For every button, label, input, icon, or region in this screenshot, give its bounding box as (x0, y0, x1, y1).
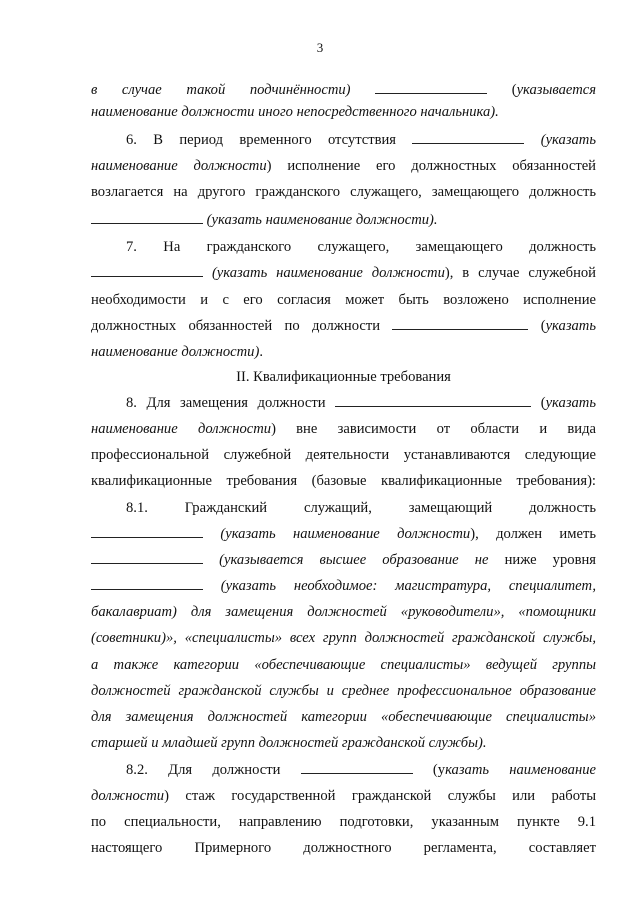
text-line-24: должностей гражданской службы и среднее профессиональное образование (91, 683, 596, 699)
text-line-4: наименование должности) исполнение его должностных обязанностей (91, 158, 596, 174)
blank-field (91, 210, 203, 224)
blank-field (91, 524, 203, 538)
text-line-18: (указать наименование должности), должен иметь (91, 523, 596, 545)
text-line-30: настоящего Примерного должностного регламента, составляет (91, 840, 596, 856)
text-line-7: 7. На гражданского служащего, замещающего должность (126, 239, 596, 255)
text-line-12: II. Квалификационные требования (236, 369, 451, 385)
text-line-5: возлагается на другого гражданского служащего, замещающего должность (91, 184, 596, 200)
text-line-29: по специальности, направлению подготовки, указанным пункте 9.1 (91, 814, 596, 830)
text-line-26: старшей и младшей групп должностей гражданской службы). (91, 735, 487, 751)
text-line-11: наименование должности). (91, 344, 263, 360)
text-line-17: 8.1. Гражданский служащий, замещающий должность (126, 500, 596, 516)
text-line-15: профессиональной служебной деятельности устанавливаются следующие (91, 447, 596, 463)
blank-field (412, 130, 524, 144)
text-line-8: (указать наименование должности), в случае служебной (91, 262, 596, 284)
text-line-14: наименование должности) вне зависимости от области и вида (91, 421, 596, 437)
text-line-6: (указать наименование должности). (91, 209, 596, 231)
blank-field (392, 316, 528, 330)
page-number: 3 (316, 40, 324, 55)
text-line-10: должностных обязанностей по должности (указать (91, 318, 596, 334)
text-line-13: 8. Для замещения должности (указать (126, 395, 596, 411)
text-line-21: бакалавриат) для замещения должностей «руководители», «помощники (91, 604, 596, 620)
blank-field (301, 760, 413, 774)
text-line-23: а также категории «обеспечивающие специалисты» ведущей группы (91, 657, 596, 673)
blank-field (375, 80, 487, 94)
text-line-1: в случае такой подчинённости) (указывается (91, 82, 596, 98)
text-line-27: 8.2. Для должности (указать наименование (126, 762, 596, 778)
blank-field (91, 550, 203, 564)
text-line-3: 6. В период временного отсутствия (указать (126, 132, 596, 148)
text-line-19: (указывается высшее образование не ниже уровня (91, 549, 596, 571)
text-line-28: должности) стаж государственной гражданской службы или работы (91, 788, 596, 804)
blank-field (91, 263, 203, 277)
blank-field (91, 576, 203, 590)
text-line-2: наименование должности иного непосредственного начальника). (91, 104, 499, 120)
text-line-9: необходимости и с его согласия может быть возложено исполнение (91, 292, 596, 308)
text-line-22: (советники)», «специалисты» всех групп должностей гражданской службы, (91, 630, 596, 646)
text-line-16: квалификационные требования (базовые квалификационные требования): (91, 473, 596, 489)
text-line-25: для замещения должностей категории «обеспечивающие специалисты» (91, 709, 596, 725)
blank-field (335, 393, 531, 407)
text-line-20: (указать необходимое: магистратура, специалитет, (91, 575, 596, 597)
